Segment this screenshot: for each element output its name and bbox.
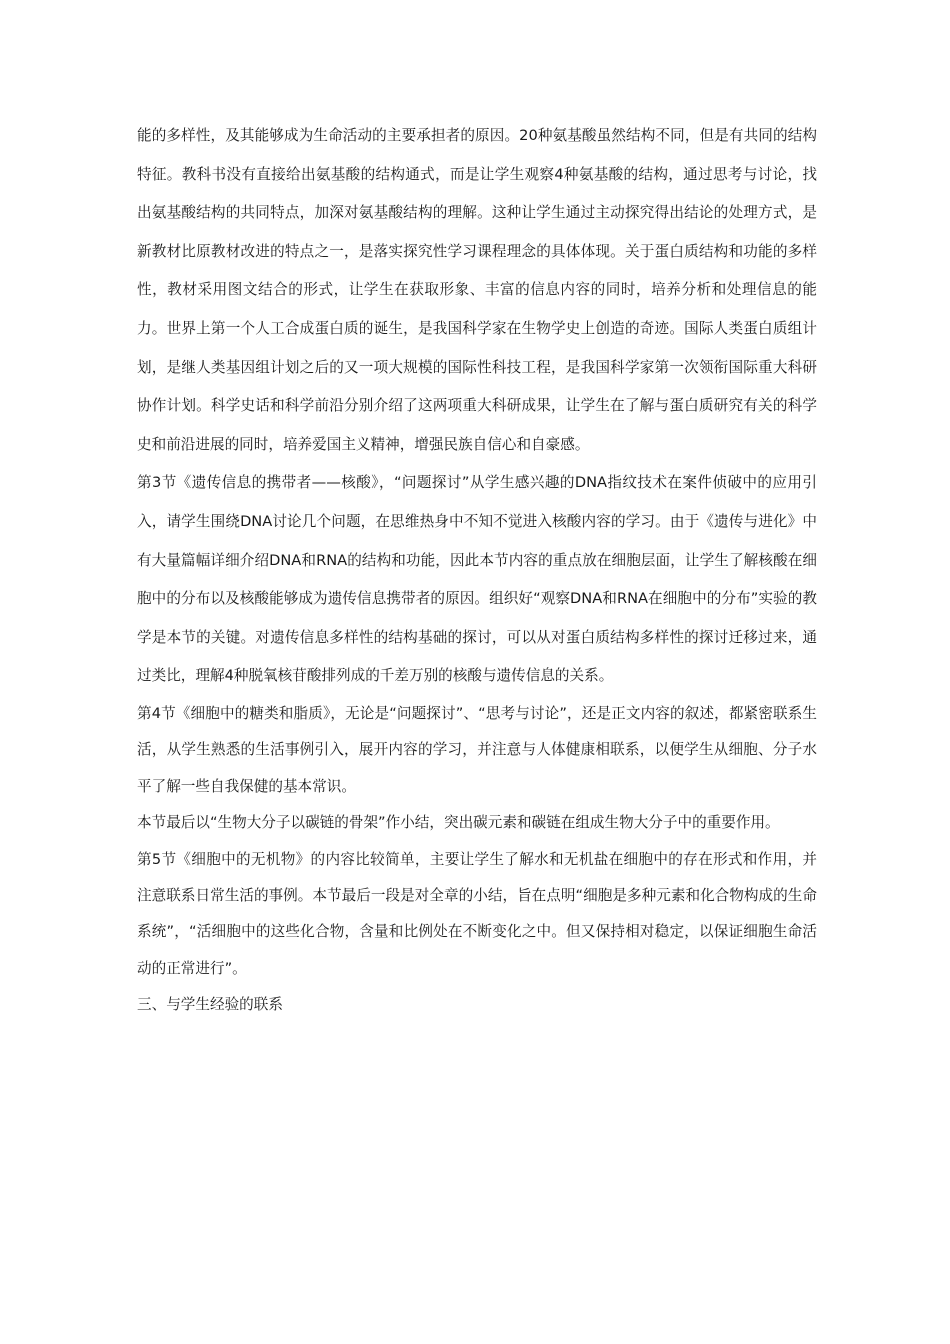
document-body [137,117,817,1024]
paragraph-section-5-inorganic: 第5节《细胞中的无机物》的内容比较简单，主要让学生了解水和无机盐在细胞中的存在形式和作用，并注意联系日常生活的事例。本节最后一段是对全章的小结，旨在点明“细胞是多种元素和化合物构成的生命系统”，“活细胞中的这些化合物，含量和比例处在不断变化之中。但又保持相对稳定，以保证细胞生命活动的正常进行”。 [137,850,817,977]
paragraph-protein-diversity: 能的多样性，及其能够成为生命活动的主要承担者的原因。20种氨基酸虽然结构不同，但是有共同的结构特征。教科书没有直接给出氨基酸的结构通式，而是让学生观察4种氨基酸的结构，通过思考与讨论，找出氨基酸结构的共同特点，加深对氨基酸结构的理解。这种让学生通过主动探究得出结论的处理方式，是新教材比原教材改进的特点之一，是落实探究性学习课程理念的具体体现。关于蛋白质结构和功能的多样性，教材采用图文结合的形式，让学生在获取形象、丰富的信息内容的同时，培养分析和处理信息的能力。世界上第一个人工合成蛋白质的诞生，是我国科学家在生物学史上创造的奇迹。国际人类蛋白质组计划，是继人类基因组计划之后的又一项大规模的国际性科技工程，是我国科学家第一次领衔国际重大科研协作计划。科学史话和科学前沿分别介绍了这两项重大科研成果，让学生在了解与蛋白质研究有关的科学史和前沿进展的同时，培养爱国主义精神，增强民族自信心和自豪感。 [137,127,817,453]
paragraph-section-4-sugars-lipids: 第4节《细胞中的糖类和脂质》，无论是“问题探讨”、“思考与讨论”，还是正文内容的叙述，都紧密联系生活，从学生熟悉的生活事例引入，展开内容的学习，并注意与人体健康相联系，以便学生从细胞、分子水平了解一些自我保健的基本常识。 [137,704,817,795]
paragraph-section-3-nucleic-acid: 第3节《遗传信息的携带者——核酸》，“问题探讨”从学生感兴趣的DNA指纹技术在案件侦破中的应用引入，请学生围绕DNA讨论几个问题，在思维热身中不知不觉进入核酸内容的学习。由于《遗传与进化》中有大量篇幅详细介绍DNA和RNA的结构和功能，因此本节内容的重点放在细胞层面，让学生了解核酸在细胞中的分布以及核酸能够成为遗传信息携带者的原因。组织好“观察DNA和RNA在细胞中的分布”实验的教学是本节的关键。对遗传信息多样性的结构基础的探讨，可以从对蛋白质结构多样性的探讨迁移过来，通过类比，理解4种脱氧核苷酸排列成的千差万别的核酸与遗传信息的关系。 [137,474,817,685]
section-heading-student-experience: 三、与学生经验的联系 [137,996,283,1014]
paragraph-section-4-summary: 本节最后以“生物大分子以碳链的骨架”作小结，突出碳元素和碳链在组成生物大分子中的重要作用。 [137,814,780,832]
